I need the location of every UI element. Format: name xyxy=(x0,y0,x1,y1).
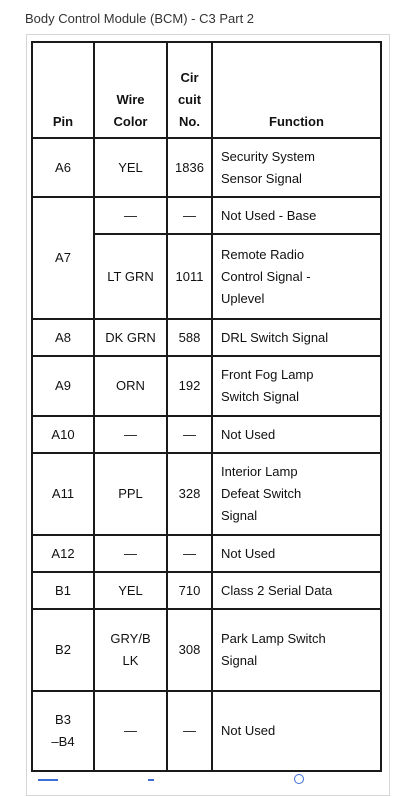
wire-cell: — xyxy=(94,691,167,771)
bar-icon xyxy=(38,779,58,781)
header-wire-color: Wire Color xyxy=(94,42,167,138)
pin-cell: A6 xyxy=(32,138,94,197)
pin-cell: A7 xyxy=(32,197,94,319)
tick-icon xyxy=(148,779,154,781)
wire-cell: DK GRN xyxy=(94,319,167,356)
function-cell: Not Used xyxy=(212,535,381,572)
pin-cell: A10 xyxy=(32,416,94,453)
header-function: Function xyxy=(212,42,381,138)
pin-cell: A12 xyxy=(32,535,94,572)
pin-cell: A8 xyxy=(32,319,94,356)
header-pin: Pin xyxy=(32,42,94,138)
wire-cell: ORN xyxy=(94,356,167,416)
function-cell: Park Lamp Switch Signal xyxy=(212,609,381,691)
pin-cell: B2 xyxy=(32,609,94,691)
function-cell: Not Used xyxy=(212,416,381,453)
function-cell: Front Fog Lamp Switch Signal xyxy=(212,356,381,416)
function-cell: Class 2 Serial Data xyxy=(212,572,381,609)
circuit-cell: 1011 xyxy=(167,234,212,319)
circuit-cell: 308 xyxy=(167,609,212,691)
wire-cell: — xyxy=(94,197,167,234)
wire-cell: LT GRN xyxy=(94,234,167,319)
function-cell: Interior Lamp Defeat Switch Signal xyxy=(212,453,381,535)
wire-cell: YEL xyxy=(94,138,167,197)
circuit-cell: 588 xyxy=(167,319,212,356)
table-row xyxy=(32,319,381,356)
header-circuit-no: Cir cuit No. xyxy=(167,42,212,138)
wire-cell: YEL xyxy=(94,572,167,609)
wire-cell: — xyxy=(94,535,167,572)
zoom-icon xyxy=(294,774,304,784)
page-caption: Body Control Module (BCM) - C3 Part 2 xyxy=(25,11,255,26)
wire-cell: — xyxy=(94,416,167,453)
circuit-cell: 1836 xyxy=(167,138,212,197)
pin-cell: A9 xyxy=(32,356,94,416)
table-row xyxy=(32,138,381,197)
circuit-cell: — xyxy=(167,416,212,453)
table-row xyxy=(32,572,381,609)
circuit-cell: — xyxy=(167,691,212,771)
function-cell: Not Used - Base xyxy=(212,197,381,234)
circuit-cell: — xyxy=(167,535,212,572)
cropped-toolbar xyxy=(28,774,386,784)
table-row xyxy=(32,356,381,416)
wire-cell: GRY/B LK xyxy=(94,609,167,691)
wire-cell: PPL xyxy=(94,453,167,535)
table-row xyxy=(32,609,381,691)
pin-cell: A11 xyxy=(32,453,94,535)
circuit-cell: 328 xyxy=(167,453,212,535)
function-cell: Security System Sensor Signal xyxy=(212,138,381,197)
function-cell: DRL Switch Signal xyxy=(212,319,381,356)
table-frame xyxy=(26,34,390,796)
header-row xyxy=(32,42,381,138)
table-row xyxy=(32,416,381,453)
table-row xyxy=(32,535,381,572)
circuit-cell: 192 xyxy=(167,356,212,416)
circuit-cell: 710 xyxy=(167,572,212,609)
table-row xyxy=(32,691,381,771)
function-cell: Not Used xyxy=(212,691,381,771)
pinout-table xyxy=(31,41,382,772)
pin-cell: B3 –B4 xyxy=(32,691,94,771)
circuit-cell: — xyxy=(167,197,212,234)
table-row xyxy=(32,453,381,535)
function-cell: Remote Radio Control Signal - Uplevel xyxy=(212,234,381,319)
pin-cell: B1 xyxy=(32,572,94,609)
table-row xyxy=(32,197,381,234)
